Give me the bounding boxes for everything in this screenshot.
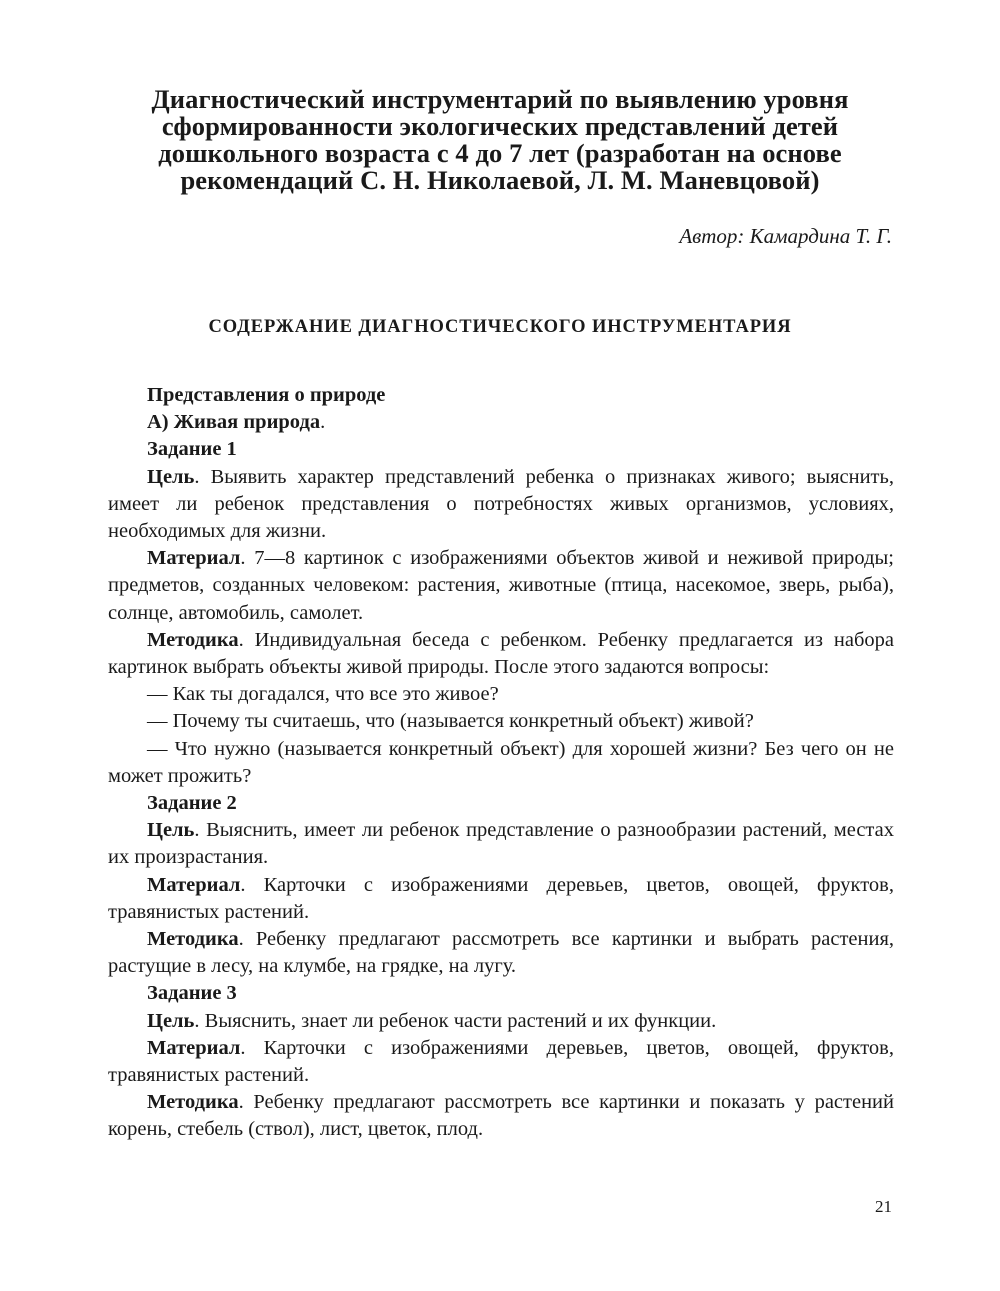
material-text: . Карточки с изображениями деревьев, цветов, овощей, фруктов, травянистых растений.: [108, 1036, 894, 1087]
task-material: [108, 872, 894, 926]
method-text: . Индивидуальная беседа с ребенком. Ребенку предлагается из набора картинок выбрать объекты живой природы. После этого задаются вопросы:: [108, 628, 894, 679]
goal-label: Цель: [147, 1009, 195, 1032]
method-label: Методика: [147, 928, 239, 951]
method-text: . Ребенку предлагают рассмотреть все картинки и выбрать растения, растущие в лесу, на клумбе, на грядке, на лугу.: [108, 928, 894, 978]
document-body: [108, 382, 894, 1144]
method-text: . Ребенку предлагают рассмотреть все картинки и показать у растений корень, стебель (ствол), лист, цветок, плод.: [108, 1091, 894, 1141]
goal-label: Цель: [147, 819, 195, 842]
task-material: [108, 545, 894, 627]
subheading-nature: Представления о природе: [147, 384, 386, 406]
section-heading: СОДЕРЖАНИЕ ДИАГНОСТИЧЕСКОГО ИНСТРУМЕНТАРИЯ: [208, 317, 792, 337]
task-method: [108, 1089, 894, 1143]
title-line: рекомендаций С. Н. Николаевой, Л. М. Маневцовой): [180, 165, 820, 195]
material-label: Материал: [147, 1036, 241, 1059]
method-label: Методика: [147, 628, 239, 651]
task-goal: [108, 1008, 894, 1035]
task-goal: [108, 464, 894, 546]
task-question: — Почему ты считаешь, что (называется конкретный объект) живой?: [147, 710, 754, 733]
material-text: . Карточки с изображениями деревьев, цветов, овощей, фруктов, травянистых растений.: [108, 873, 894, 923]
task-heading: Задание 3: [147, 982, 237, 1005]
title-line: дошкольного возраста с 4 до 7 лет (разработан на основе: [158, 138, 842, 168]
goal-text: . Выявить характер представлений ребенка о признаках живого; выяснить, имеет ли ребенок представления о потребностях живых организмов, условиях, необходимых для жизни.: [108, 465, 894, 543]
subheading-living-nature: [108, 409, 894, 436]
goal-text: . Выяснить, имеет ли ребенок представление о разнообразии растений, местах их произрастания.: [108, 819, 894, 869]
document-title: [100, 86, 900, 194]
task-material: [108, 1035, 894, 1089]
material-label: Материал: [147, 547, 241, 570]
task-heading: Задание 1: [147, 438, 237, 461]
task-goal: [108, 817, 894, 871]
subheading-living-label: А) Живая природа: [147, 411, 321, 434]
title-line: сформированности экологических представлений детей: [161, 111, 839, 141]
task-method: [108, 627, 894, 681]
task-heading: Задание 2: [147, 792, 237, 815]
material-label: Материал: [147, 873, 241, 896]
task-method: [108, 926, 894, 980]
author-line: Автор: Камардина Т. Г.: [679, 224, 892, 248]
method-label: Методика: [147, 1091, 239, 1114]
subheading-living-punct: .: [320, 411, 326, 434]
page-number: 21: [875, 1197, 892, 1216]
goal-label: Цель: [147, 465, 195, 488]
goal-text: . Выяснить, знает ли ребенок части растений и их функции.: [194, 1009, 717, 1032]
task-question: — Как ты догадался, что все это живое?: [147, 683, 499, 706]
task-question: — Что нужно (называется конкретный объект) для хорошей жизни? Без чего он не может прожить?: [108, 737, 894, 787]
title-line: Диагностический инструментарий по выявлению уровня: [151, 84, 849, 114]
material-text: . 7—8 картинок с изображениями объектов живой и неживой природы; предметов, созданных человеком: растения, животные (птица, насекомое, зверь, рыба), солнце, автомобиль, самолет.: [108, 547, 894, 624]
